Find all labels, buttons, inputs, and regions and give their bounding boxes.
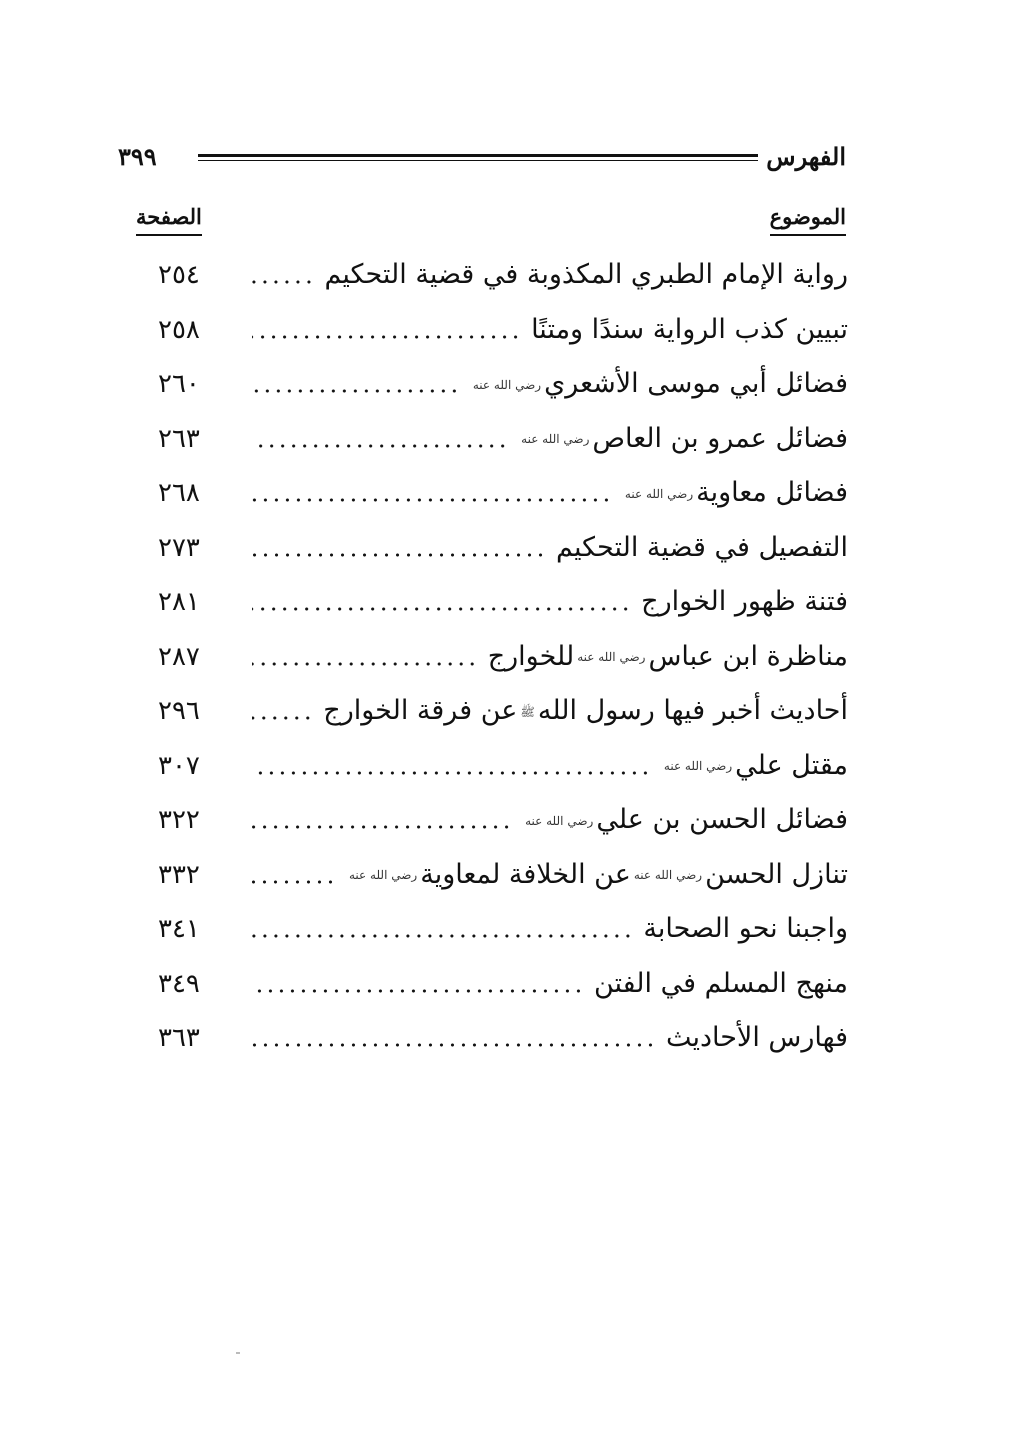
toc-entry bbox=[118, 357, 848, 412]
toc-entry-page: ٢٦٠ bbox=[158, 369, 200, 400]
toc-entry-title bbox=[622, 473, 848, 514]
toc-entry-page: ٣٤١ bbox=[158, 914, 200, 945]
column-headings bbox=[118, 200, 846, 240]
toc-entry-title bbox=[518, 419, 848, 460]
toc-entry-page: ٢٨٧ bbox=[158, 641, 200, 672]
honorific-mark: رضي الله عنه bbox=[525, 813, 594, 828]
toc-entry bbox=[118, 1011, 848, 1066]
toc-entry-page: ٣٢٢ bbox=[158, 805, 200, 836]
dot-leader bbox=[252, 279, 314, 285]
toc-entry-page: ٣٤٩ bbox=[158, 968, 200, 999]
toc-entry bbox=[118, 902, 848, 957]
dot-leader bbox=[252, 879, 336, 885]
toc-entry bbox=[118, 793, 848, 848]
dot-leader bbox=[252, 715, 313, 721]
honorific-mark: ﷺ bbox=[520, 704, 535, 719]
toc-entry-title bbox=[324, 255, 848, 295]
honorific-mark: رضي الله عنه bbox=[348, 868, 418, 882]
honorific-mark: رضي الله عنه bbox=[624, 486, 694, 501]
dot-leader bbox=[252, 933, 633, 939]
running-header bbox=[118, 140, 846, 180]
toc-entry-title-text: تنازل الحسن bbox=[705, 858, 848, 890]
dot-leader bbox=[252, 770, 651, 776]
toc-entry-title-text: منهج المسلم في الفتن bbox=[593, 967, 848, 999]
honorific-mark: رضي الله عنه bbox=[633, 868, 703, 882]
toc-entry-title bbox=[346, 855, 848, 896]
toc-entry bbox=[118, 630, 848, 685]
toc-entry-title-text: فتنة ظهور الخوارج bbox=[641, 586, 848, 618]
toc-entry-page: ٢٩٦ bbox=[158, 696, 200, 727]
toc-entry-title-text: فضائل عمرو بن العاص bbox=[592, 422, 848, 454]
toc-entry-title-text: مناظرة ابن عباس bbox=[648, 640, 848, 672]
dot-leader bbox=[252, 497, 612, 503]
toc-entry bbox=[118, 848, 848, 903]
toc-entry-title-text: تبيين كذب الرواية سندًا ومتنًا bbox=[531, 313, 848, 345]
toc-entry-title-continued: عن فرقة الخوارج bbox=[323, 695, 518, 726]
toc-entry-title bbox=[641, 582, 848, 622]
dot-leader bbox=[252, 443, 508, 449]
toc-entry bbox=[118, 466, 848, 521]
header-rule bbox=[198, 154, 758, 157]
dot-leader bbox=[252, 661, 478, 667]
honorific-mark: رضي الله عنه bbox=[472, 377, 542, 392]
toc-entry bbox=[118, 739, 848, 794]
paper-speck bbox=[236, 1352, 240, 1354]
honorific-mark: رضي الله عنه bbox=[521, 432, 590, 446]
toc-entry bbox=[118, 303, 848, 358]
column-heading-page: الصفحة bbox=[136, 200, 202, 236]
toc-entry-page: ٢٧٣ bbox=[158, 532, 200, 563]
toc-entry-title-text: رواية الإمام الطبري المكذوبة في قضية التحكيم bbox=[324, 259, 848, 291]
dot-leader bbox=[252, 824, 512, 830]
toc-entry-title bbox=[556, 528, 848, 568]
toc-entry-title-text: مقتل علي bbox=[735, 749, 848, 781]
toc-entry-title-text: فضائل أبي موسى الأشعري bbox=[544, 368, 848, 399]
toc-entry-title bbox=[531, 310, 848, 350]
toc-entry-page: ٢٦٣ bbox=[158, 423, 200, 454]
toc-entry bbox=[118, 248, 848, 303]
toc-list bbox=[118, 248, 848, 1066]
toc-entry-page: ٣٦٣ bbox=[158, 1023, 200, 1054]
column-heading-topic: الموضوع bbox=[770, 200, 846, 236]
honorific-mark: رضي الله عنه bbox=[663, 759, 733, 773]
toc-entry-title-text: أحاديث أخبر فيها رسول الله bbox=[537, 695, 848, 726]
running-title: الفهرس bbox=[766, 142, 846, 171]
toc-entry-title-text: واجبنا نحو الصحابة bbox=[643, 913, 848, 945]
toc-entry-title bbox=[470, 364, 848, 405]
toc-entry-page: ٣٣٢ bbox=[158, 859, 200, 890]
toc-entry-title bbox=[522, 800, 848, 841]
dot-leader bbox=[252, 988, 584, 994]
header-rule-thin bbox=[198, 160, 758, 161]
toc-entry-title bbox=[323, 691, 848, 732]
toc-entry-title bbox=[594, 964, 848, 1004]
toc-entry-page: ٢٨١ bbox=[158, 587, 200, 618]
toc-entry-title bbox=[643, 909, 848, 949]
toc-entry-title-text: التفصيل في قضية التحكيم bbox=[556, 531, 848, 563]
dot-leader bbox=[252, 334, 521, 340]
dot-leader bbox=[252, 552, 546, 558]
toc-entry bbox=[118, 957, 848, 1012]
toc-entry bbox=[118, 684, 848, 739]
toc-entry-page: ٢٦٨ bbox=[158, 478, 200, 509]
toc-entry-title-continued: للخوارج bbox=[487, 640, 575, 672]
toc-entry bbox=[118, 575, 848, 630]
toc-entry-title-text: فضائل الحسن بن علي bbox=[596, 804, 848, 835]
toc-entry-title-text: فضائل معاوية bbox=[696, 477, 848, 508]
toc-entry bbox=[118, 521, 848, 576]
toc-entry-title bbox=[661, 746, 848, 787]
toc-entry-title bbox=[488, 637, 848, 678]
toc-entry bbox=[118, 412, 848, 467]
page-number: ٣٩٩ bbox=[118, 142, 157, 171]
dot-leader bbox=[252, 1042, 656, 1048]
dot-leader bbox=[252, 606, 631, 612]
toc-entry-page: ٢٥٨ bbox=[158, 314, 200, 345]
toc-entry-title-continued: عن الخلافة لمعاوية bbox=[420, 858, 631, 890]
toc-entry-page: ٣٠٧ bbox=[158, 750, 200, 781]
honorific-mark: رضي الله عنه bbox=[577, 650, 646, 664]
toc-entry-title bbox=[666, 1018, 848, 1058]
dot-leader bbox=[252, 388, 460, 394]
toc-entry-title-text: فهارس الأحاديث bbox=[665, 1022, 848, 1054]
toc-entry-page: ٢٥٤ bbox=[158, 260, 200, 291]
